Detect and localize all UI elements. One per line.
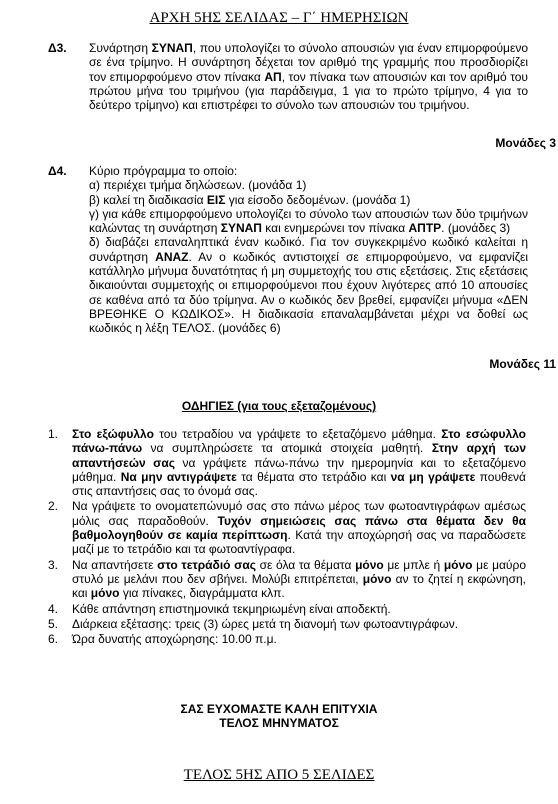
question-text xyxy=(89,164,528,336)
marks-d4: Μονάδες 11 xyxy=(489,357,556,371)
instruction-item: 6. Ώρα δυνατής αποχώρησης: 10.00 π.μ. xyxy=(48,632,277,647)
instructions-list xyxy=(48,427,526,647)
question-d3 xyxy=(48,41,528,112)
question-text: Συνάρτηση ΣΥΝΑΠ, που υπολογίζει το σύνολο απουσιών για έναν επιμορφούμενο σε ένα τρίμηνο. Η συνάρτηση δέχεται τον αριθμό της γραμμής που προσδιορίζει τον επιμορφούμενο στον πίνακα ΑΠ, τον πίνακα των απουσιών και τον αριθμό του πρώτου μήνα του τριμήνου (για παράδειγμα, 1 για το πρώτο τρίμηνο, 4 για το δεύτερο τρίμηνο) και επιστρέφει το σύνολο των απουσιών του τριμήνου. xyxy=(89,41,528,113)
part-a: α) περιέχει τμήμα δηλώσεων. (μονάδα 1) xyxy=(89,178,307,193)
instruction-item: 2. Να γράψετε το ονοματεπώνυμό σας στο πάνω μέρος των φωτοαντιγράφων αμέσως μόλις σας παραδοθούν. Τυχόν σημειώσεις σας πάνω στα θέματα δεν θα βαθμολογηθούν σε καμία περίπτωση. Κατά την αποχώρησή σας να παραδώσετε μαζί με το τετράδιο και τα φωτοαντίγραφα. xyxy=(48,499,526,557)
part-d: δ) διαβάζει επαναληπτικά έναν κωδικό. Για τον συγκεκριμένο κωδικό καλείται η συνάρτηση ΑΝΑΖ. Αν ο κωδικός αντιστοιχεί σε επιμορφούμενο, να εμφανίζει κατάλληλο μήνυμα δυνατότητας ή μη συμμετοχής του στις εξετάσεις. Στις εξετάσεις δικαιούνται συμμετοχής οι επιμορφούμενοι που έχουν λιγότερες από 10 απουσίες σε καθένα από τα δύο τρίμηνα. Αν ο κωδικός δεν βρεθεί, εμφανίζει μήνυμα «ΔΕΝ ΒΡΕΘΗΚΕ Ο ΚΩΔΙΚΟΣ». Η διαδικασία επαναλαμβάνεται μέχρι να δοθεί ως κωδικός η λέξη ΤΕΛΟΣ. (μονάδες 6) xyxy=(89,235,528,336)
question-label: Δ3. xyxy=(48,41,67,55)
instruction-item: 3. Να απαντήσετε στο τετράδιό σας σε όλα τα θέματα μόνο με μπλε ή μόνο με μαύρο στυλό με μελάνι που δεν σβήνει. Μολύβι επιτρέπεται, μόνο αν το ζητεί η εκφώνηση, και μόνο για πίνακες, διαγράμματα κλπ. xyxy=(48,557,526,601)
closing-message xyxy=(0,702,558,731)
page-header: ΑΡΧΗ 5ΗΣ ΣΕΛΙΔΑΣ – Γ΄ ΗΜΕΡΗΣΙΩΝ xyxy=(149,10,409,26)
marks-d3: Μονάδες 3 xyxy=(495,136,556,150)
instruction-item: 1. Στο εξώφυλλο του τετραδίου να γράψετε το εξεταζόμενο μάθημα. Στο εσώφυλλο πάνω-πάνω να συμπληρώσετε τα ατομικά στοιχεία μαθητή. Στην αρχή των απαντήσεών σας να γράψετε πάνω-πάνω την ημερομηνία και το εξεταζόμενο μάθημα. Να μην αντιγράψετε τα θέματα στο τετράδιο και να μη γράψετε πουθενά στις απαντήσεις σας το όνομά σας. xyxy=(48,427,526,499)
page-footer: ΤΕΛΟΣ 5ΗΣ ΑΠΟ 5 ΣΕΛΙΔΕΣ xyxy=(183,767,375,783)
part-c: γ) για κάθε επιμορφούμενο υπολογίζει το σύνολο των απουσιών των δύο τριμήνων καλώντας τη συνάρτηση ΣΥΝΑΠ και ενημερώνει τον πίνακα ΑΠΤΡ. (μονάδες 3) xyxy=(89,206,528,236)
instruction-item: 4. Κάθε απάντηση επιστημονικά τεκμηριωμένη είναι αποδεκτή. xyxy=(48,601,391,616)
instruction-item: 5. Διάρκεια εξέτασης: τρεις (3) ώρες μετά τη διανομή των φωτοαντιγράφων. xyxy=(48,616,459,631)
instructions-title: ΟΔΗΓΙΕΣ (για τους εξεταζομένους) xyxy=(181,399,377,413)
closing-line-2: ΤΕΛΟΣ ΜΗΝΥΜΑΤΟΣ xyxy=(219,716,339,731)
closing-line-1: ΣΑΣ ΕΥΧΟΜΑΣΤΕ ΚΑΛΗ ΕΠΙΤΥΧΙΑ xyxy=(180,702,378,716)
part-b: β) καλεί τη διαδικασία ΕΙΣ για είσοδο δεδομένων. (μονάδα 1) xyxy=(89,192,411,207)
question-label: Δ4. xyxy=(48,164,67,178)
question-d4 xyxy=(48,164,528,336)
intro: Κύριο πρόγραμμα το οποίο: xyxy=(89,164,238,178)
